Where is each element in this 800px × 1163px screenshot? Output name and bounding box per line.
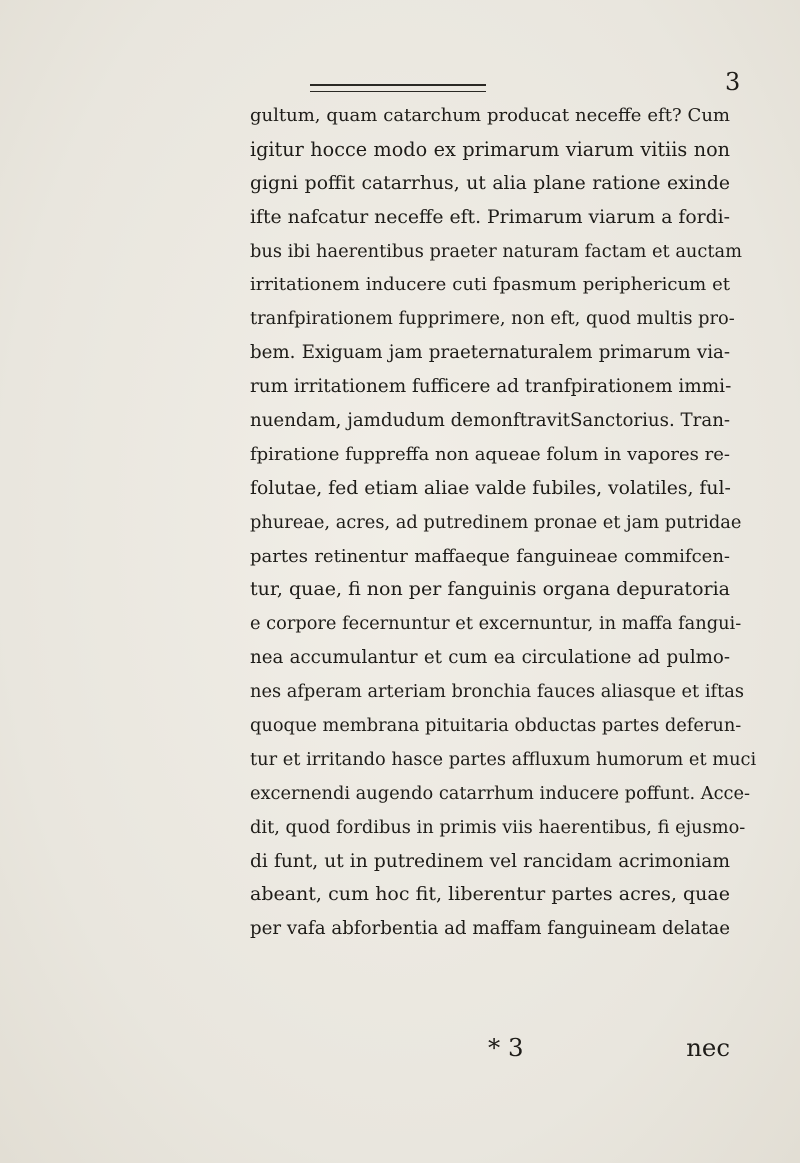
- text-line: tur et irritando hasce partes affluxum humorum et muci: [250, 748, 757, 770]
- text-line: quoque membrana pituitaria obductas partes deferun-: [250, 715, 742, 737]
- text-line: dit, quod fordibus in primis viis haerentibus, fi ejusmo-: [250, 816, 746, 838]
- text-line: tranfpirationem fupprimere, non eft, quod multis pro-: [250, 308, 735, 330]
- page-footer: [250, 1031, 730, 1065]
- text-line: bus ibi haerentibus praeter naturam factam et auctam: [250, 240, 742, 262]
- text-line: excernendi augendo catarrhum inducere poffunt. Acce-: [250, 782, 751, 804]
- text-line: nea accumulantur et cum ea circulatione ad pulmo-: [250, 647, 730, 669]
- catchword: nec: [686, 1033, 730, 1062]
- text-line: e corpore fecernuntur et excernuntur, in maffa fangui-: [250, 613, 742, 635]
- signature-mark: * 3: [488, 1033, 524, 1062]
- text-line: di funt, ut in putredinem vel rancidam acrimoniam: [250, 850, 730, 872]
- text-line: rum irritationem fufficere ad tranfpirationem immi-: [250, 376, 732, 398]
- body-text: [250, 99, 757, 946]
- text-line: abeant, cum hoc fit, liberentur partes acres, quae: [250, 883, 730, 906]
- text-line: irritationem inducere cuti fpasmum periphericum et: [250, 274, 730, 296]
- text-line: partes retinentur maffaeque fanguineae commifcen-: [250, 545, 730, 567]
- text-line: gigni poffit catarrhus, ut alia plane ratione exinde: [250, 172, 730, 194]
- text-line: per vafa abforbentia ad maffam fanguineam delatae: [250, 918, 731, 940]
- text-line: phureae, acres, ad putredinem pronae et jam putridae: [250, 511, 742, 533]
- text-line: igitur hocce modo ex primarum viarum vitiis non: [250, 137, 730, 161]
- text-line: ifte nafcatur neceffe eft. Primarum viarum a fordi-: [250, 206, 730, 228]
- text-line: nuendam, jamdudum demonftravitSanctorius. Tran-: [250, 410, 731, 432]
- text-line: bem. Exiguam jam praeternaturalem primarum via-: [250, 342, 730, 364]
- text-line: gultum, quam catarchum producat neceffe eft? Cum: [250, 105, 730, 126]
- page-number: 3: [725, 68, 741, 96]
- text-line: nes afperam arteriam bronchia fauces aliasque et iftas: [250, 681, 744, 703]
- text-line: folutae, fed etiam aliae valde fubiles, volatiles, ful-: [250, 477, 731, 499]
- text-line: tur, quae, fi non per fanguinis organa depuratoria: [250, 578, 730, 601]
- header-rule: [310, 84, 486, 92]
- text-line: fpiratione fuppreffa non aqueae folum in vapores re-: [250, 443, 730, 465]
